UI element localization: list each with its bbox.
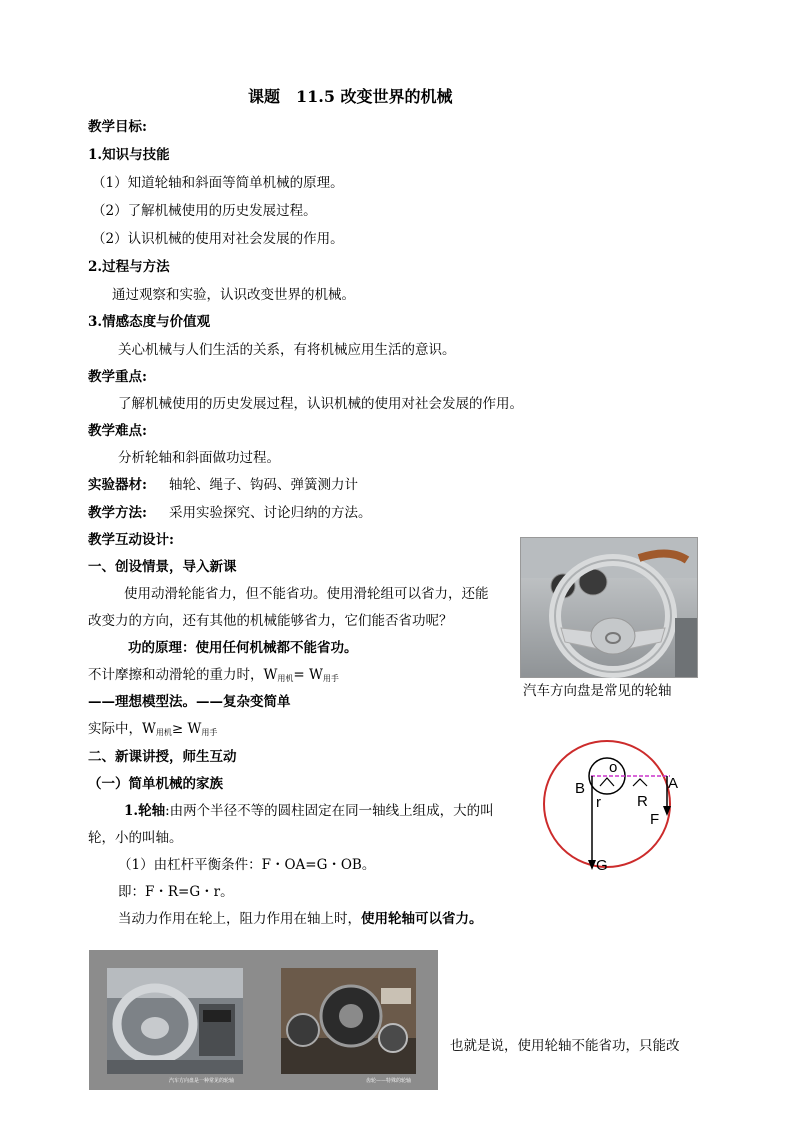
wheel-circle — [544, 741, 670, 867]
bottom-photo-panel — [89, 950, 438, 1090]
key-text: 了解机械使用的历史发展过程，认识机械的使用对社会发展的作用。 — [118, 396, 523, 412]
label-o: o — [609, 759, 618, 776]
principle-text: 使用任何机械都不能省功。 — [195, 640, 358, 656]
label-g: G — [596, 857, 608, 874]
section-attitude: 3.情感态度与价值观 — [88, 314, 211, 330]
angle-mark — [600, 778, 614, 786]
bottom-caption-1: 汽车方向盘是一种常见的轮轴 — [169, 1078, 235, 1084]
method-label: 教学方法: — [88, 505, 147, 521]
wheel-axle-line-2: 轮，小的叫轴。 — [88, 830, 183, 846]
ie-equation: 即：F・R=G・r。 — [118, 884, 234, 900]
real-text: 实际中，W — [88, 721, 156, 737]
label-a: A — [668, 775, 679, 792]
conclusion-line — [118, 909, 483, 929]
page-title: 课题 11.5 改变世界的机械 — [248, 87, 453, 106]
part-one-heading: 一、创设情景，导入新课 — [88, 559, 237, 575]
ideal-condition — [88, 665, 339, 689]
ideal-equals: = W — [293, 667, 323, 683]
equipment-line — [88, 475, 358, 495]
intro-line-1: 使用动滑轮能省力，但不能省功。使用滑轮组可以省力，还能 — [124, 586, 489, 602]
steering-wheel-illustration — [521, 538, 697, 677]
section-knowledge: 1.知识与技能 — [88, 147, 170, 163]
key-heading: 教学重点: — [88, 369, 147, 385]
label-r-large: R — [637, 793, 648, 810]
real-condition — [88, 719, 217, 743]
design-heading: 教学互动设计: — [88, 532, 174, 548]
equipment-text: 轴轮、绳子、钩码、弹簧测力计 — [168, 477, 358, 493]
car-interior-illustration — [107, 968, 243, 1074]
knowledge-item: （1）知道轮轴和斜面等简单机械的原理。 — [92, 175, 344, 191]
model-line: ——理想模型法。——复杂变简单 — [88, 694, 291, 710]
label-r-small: r — [596, 794, 601, 811]
wheel-axle-line-1 — [124, 801, 494, 821]
wheel-axle-diagram — [540, 738, 679, 878]
car-interior-photo — [107, 968, 243, 1074]
subscript-used: 用机 — [277, 674, 294, 683]
photo-caption: 汽车方向盘是常见的轮轴 — [523, 683, 672, 699]
subscript-hand: 用手 — [322, 674, 339, 683]
method-line — [88, 503, 371, 523]
subsection-family: （一）简单机械的家族 — [88, 776, 223, 792]
label-b: B — [575, 780, 586, 797]
real-ge: ≥ W — [171, 721, 202, 737]
label-f: F — [650, 811, 660, 828]
method-text: 采用实验探究、讨论归纳的方法。 — [168, 505, 372, 521]
work-principle — [128, 638, 358, 658]
equipment-label: 实验器材: — [88, 477, 147, 493]
subscript-hand: 用手 — [201, 728, 218, 737]
lever-condition: （1）由杠杆平衡条件：F・OA=G・OB。 — [118, 857, 376, 873]
gear-photo — [281, 968, 416, 1074]
conclusion-text: 当动力作用在轮上，阻力作用在轴上时， — [118, 911, 361, 927]
knowledge-item: （2）认识机械的使用对社会发展的作用。 — [92, 231, 344, 247]
bottom-caption-2: 齿轮——特殊的轮轴 — [366, 1078, 412, 1084]
section-process: 2.过程与方法 — [88, 259, 170, 275]
attitude-text: 关心机械与人们生活的关系，有将机械应用生活的意识。 — [118, 342, 456, 358]
subscript-used: 用机 — [155, 728, 172, 737]
knowledge-item: （2）了解机械使用的历史发展过程。 — [92, 203, 317, 219]
process-text: 通过观察和实验，认识改变世界的机械。 — [112, 287, 355, 303]
gear-illustration — [281, 968, 416, 1074]
steering-wheel-photo — [520, 537, 698, 678]
conclusion-bold: 使用轮轴可以省力。 — [361, 911, 483, 927]
objectives-heading: 教学目标: — [88, 119, 147, 135]
intro-line-2: 改变力的方向，还有其他的机械能够省力，它们能否省功呢？ — [88, 613, 453, 629]
angle-mark — [633, 779, 647, 786]
ideal-text: 不计摩擦和动滑轮的重力时，W — [88, 667, 278, 683]
tail-text: 也就是说，使用轮轴不能省功，只能改 — [450, 1038, 680, 1054]
wheel-axle-text: :由两个半径不等的圆柱固定在同一轴线上组成，大的叫 — [165, 803, 494, 819]
difficulty-heading: 教学难点: — [88, 423, 147, 439]
difficulty-text: 分析轮轴和斜面做功过程。 — [118, 450, 280, 466]
principle-lead: 功的原理： — [128, 640, 196, 656]
part-two-heading: 二、新课讲授，师生互动 — [88, 749, 237, 765]
wheel-axle-lead: 1.轮轴 — [124, 803, 166, 819]
